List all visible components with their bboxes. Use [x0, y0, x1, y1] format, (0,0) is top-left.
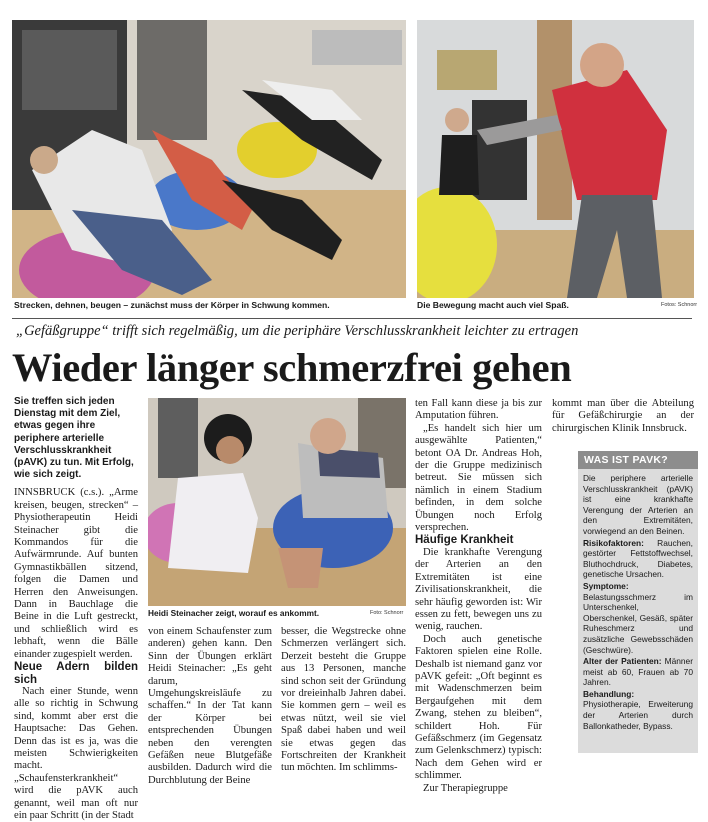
info-box-symptoms-label: Symptome:: [583, 580, 629, 591]
column-4-paragraph-4: Doch auch genetische Faktoren spielen eine Rolle. Deshalb ist niemand ganz vor pAVK gefeit: „Oft beginnt es mit Wadenschmerzen beim Bergaufgehen mit dem Zwang, stehen zu bleiben“, schildert Hoh. Für Gefäßschmerz (im Gegensatz zum Gelenkschmerz) typisch: Nach dem Gehen wird er schlimmer.: [415, 633, 542, 782]
column-1-paragraph-2: Nach einer Stunde, wenn alle so richtig in Schwung sind, kommt aber erst die Hauptsache: Das Gehen. Denn das ist es ja, was die meisten Schwierigkeiten macht. „Schaufensterkrankheit“ wird die pAVK auch genannt, weil man oft nur ein paar Schritt (in der Stadt: [14, 685, 138, 821]
column-2-text: von einem Schaufenster zum anderen) gehen kann. Den Sinn der Übungen erklärt Heidi Steinacher: „Es geht darum, Umgehungskreisläufe zu schaffen.“ In der Tat kann der Körper bei entsprechenden Übungen neben den verengten Gefäßen neue Blutgefäße ausbilden. Dadurch wird die Durchblutung der Beine: [148, 626, 272, 786]
column-4-paragraph-1: ten Fall kann diese ja bis zur Amputation führen.: [415, 398, 542, 422]
photo-exercise-group: [12, 20, 406, 298]
caption-top-right: Die Bewegung macht auch viel Spaß.: [417, 300, 569, 310]
info-box-body: [578, 469, 698, 736]
info-box-age-label: Alter der Patienten:: [583, 656, 662, 667]
info-box-pavk: [578, 451, 698, 753]
info-box-treatment-text: Physiotherapie, Erweiterung der Arterien durch Ballonkatheder, Bypass.: [583, 699, 693, 731]
info-box-risk-text: Rauchen, gestörter Fettstoffwechsel, Bluthochdruck, Diabetes, genetische Ursachen.: [583, 537, 693, 580]
article-kicker: „Gefäßgruppe“ trifft sich regelmäßig, um die periphäre Verschlusskrankheit leichter zu ertragen: [16, 323, 579, 339]
column-4-paragraph-2: „Es handelt sich hier um ausgewählte Patienten,“ betont OA Dr. Andreas Hoh, der die Gruppe medizinisch betreut. Sie müssen sich nämlich in einem Stadium befinden, in dem solche Übungen noch Erfolg versprechen.: [415, 422, 542, 534]
column-2: [148, 626, 272, 787]
credit-top: Fotos: Schnorr: [661, 302, 698, 308]
rule-top: [12, 318, 692, 319]
article-lead: Sie treffen sich jeden Dienstag mit dem Ziel, etwas gegen ihre periphere arterielle Verschlusskrankheit (pAVK) zu tun. Mit Erfolg, wie sich zeigt.: [14, 396, 134, 481]
column-5-text: kommt man über die Abteilung für Gefäßchirurgie an der chirurgischen Klinik Innsbruck.: [552, 398, 694, 434]
column-1-paragraph-1: INNSBRUCK (c.s.). „Arme kreisen, beugen, strecken“ – Physiotherapeutin Heidi Steinacher gibt die Kommandos für die Aufwärmrunde. Auf bunten Gymnastikbällen sitzend, folgen die Damen und Herren den Anweisungen. Dann in Bauchlage die Beine in die Luft gestreckt, und schließlich wird es lebhaft, wenn die Bälle einander zugespielt werden.: [14, 487, 138, 660]
info-box-title: WAS IST PAVK?: [578, 451, 698, 469]
column-4: [415, 398, 542, 795]
info-box-intro: Die periphere arterielle Verschlusskrankheit (pAVK) ist eine krankhafte Verengung der Arterien an den Extremitäten, vorwiegend an den Beinen.: [583, 473, 693, 536]
info-box-symptoms-text: Belastungsschmerz im Unterschenkel, Oberschenkel, Gesäß, später Ruheschmerz und zusätzliche Gewebsschäden (Geschwüre).: [583, 591, 693, 655]
column-3-text: besser, die Wegstrecke ohne Schmerzen verlängert sich. Derzeit besteht die Gruppe aus 13 Personen, manche sind schon seit der Gründung vor dreieinhalb Jahren dabei. Sie kommen gern – weil es etwas nützt, weil sie viel Spaß dabei haben und weil sie etwas gegen das Fortschreiten der Krankheit tun möchten. Im schlimms-: [281, 626, 406, 774]
column-5: [552, 398, 694, 435]
column-4-paragraph-5: Zur Therapiegruppe: [423, 782, 508, 794]
caption-middle: Heidi Steinacher zeigt, worauf es ankommt.: [148, 608, 320, 618]
info-box-risk-label: Risikofaktoren:: [583, 537, 644, 548]
photo-man-with-ball: [417, 20, 694, 298]
article-headline: Wieder länger schmerzfrei gehen: [12, 345, 572, 390]
subhead-neue-adern: Neue Adern bilden sich: [14, 661, 138, 686]
photo-man-with-ball-image: [417, 20, 694, 298]
info-box-treatment-label: Behandlung:: [583, 688, 635, 699]
column-3: [281, 626, 406, 775]
caption-top-left: Strecken, dehnen, beugen – zunächst muss der Körper in Schwung kommen.: [14, 300, 330, 310]
column-4-paragraph-3: Die krankhafte Verengung der Arterien an den Extremitäten ist eine Zivilisationskrankheit, die sehr häufig geworden ist: Wir essen zu fett, bewegen uns zu wenig, rauchen.: [415, 546, 542, 633]
column-1: [14, 396, 138, 822]
photo-therapist-demonstration: [148, 398, 406, 606]
info-box-age-text: Männer meist ab 60, Frauen ab 70 Jahren.: [583, 656, 693, 688]
credit-middle: Foto: Schnorr: [370, 610, 404, 616]
photo-exercise-group-image: [12, 20, 406, 298]
photo-therapist-demonstration-image: [148, 398, 406, 606]
subhead-haeufige-krankheit: Häufige Krankheit: [415, 534, 514, 547]
